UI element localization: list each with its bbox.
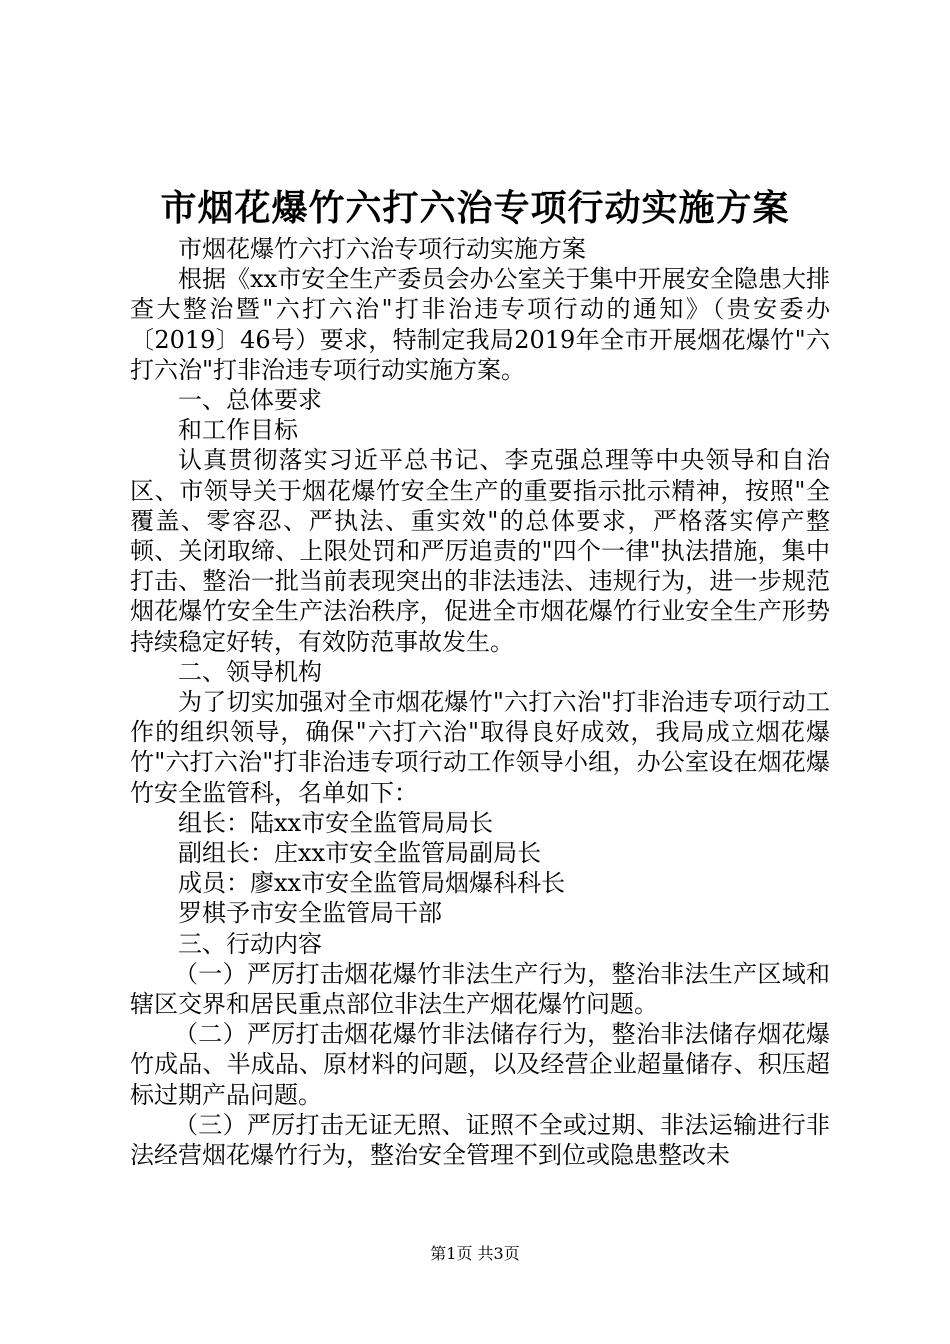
- paragraph-leadership: 为了切实加强对全市烟花爆竹"六打六治"打非治违专项行动工作的组织领导，确保"六打六治"取得良好成效，我局成立烟花爆竹"六打六治"打非治违专项行动工作领导小组，办公室设在烟花爆竹安全监管科，名单如下：: [130, 688, 830, 807]
- section-heading-3: 三、行动内容: [178, 929, 322, 958]
- section-heading-1-cont: 和工作目标: [178, 416, 298, 445]
- action-item-2: （二）严厉打击烟花爆竹非法储存行为，整治非法储存烟花爆竹成品、半成品、原材料的问题，以及经营企业超量储存、积压超标过期产品问题。: [130, 1020, 830, 1109]
- member-deputy: 副组长：庄xx市安全监管局副局长: [178, 839, 542, 868]
- document-title: 市烟花爆竹六打六治专项行动实施方案: [160, 187, 790, 229]
- paragraph-subtitle: 市烟花爆竹六打六治专项行动实施方案: [178, 235, 586, 263]
- section-heading-2: 二、领导机构: [178, 657, 322, 686]
- member-member: 成员：廖xx市安全监管局烟爆科科长: [178, 869, 566, 898]
- action-item-3: （三）严厉打击无证无照、证照不全或过期、非法运输进行非法经营烟花爆竹行为，整治安全管理不到位或隐患整改未: [130, 1110, 830, 1170]
- action-item-1: （一）严厉打击烟花爆竹非法生产行为，整治非法生产区域和辖区交界和居民重点部位非法生产烟花爆竹问题。: [130, 959, 830, 1019]
- paragraph-intro: 根据《xx市安全生产委员会办公室关于集中开展安全隐患大排查大整治暨"六打六治"打非治违专项行动的通知》（贵安委办〔2019〕46号）要求，特制定我局2019年全市开展烟花爆竹"六打六治"打非治违专项行动实施方案。: [130, 265, 830, 384]
- document-body: [130, 234, 830, 1170]
- member-leader: 组长：陆xx市安全监管局局长: [178, 808, 494, 837]
- paragraph-requirements: 认真贯彻落实习近平总书记、李克强总理等中央领导和自治区、市领导关于烟花爆竹安全生产的重要指示批示精神，按照"全覆盖、零容忍、严执法、重实效"的总体要求，严格落实停产整顿、关闭取缔、上限处罚和严厉追责的"四个一律"执法措施，集中打击、整治一批当前表现突出的非法违法、违规行为，进一步规范烟花爆竹安全生产法治秩序，促进全市烟花爆竹行业安全生产形势持续稳定好转，有效防范事故发生。: [130, 446, 830, 656]
- section-heading-1: 一、总体要求: [178, 386, 322, 415]
- page-footer: 第1页 共3页: [430, 1244, 520, 1263]
- member-staff: 罗棋予市安全监管局干部: [178, 899, 442, 928]
